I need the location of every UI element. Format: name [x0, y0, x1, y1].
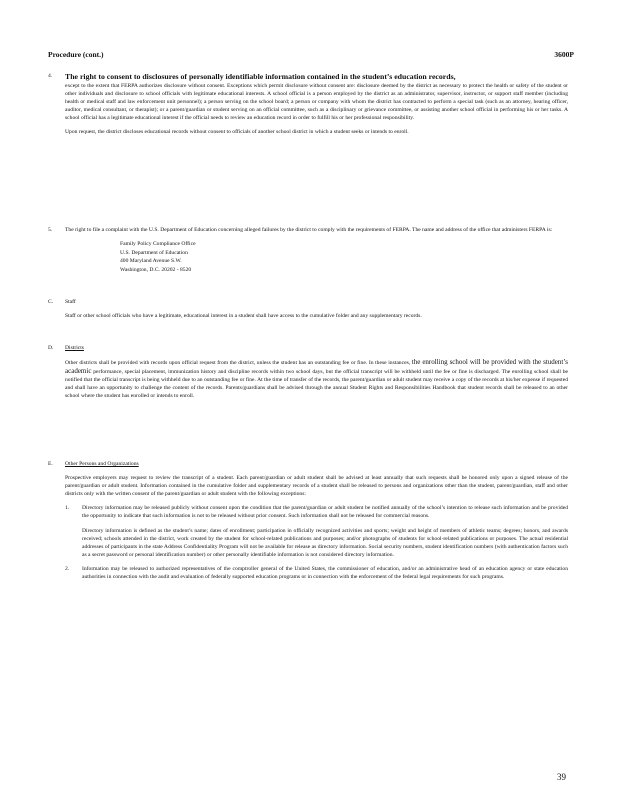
paragraph: except to the extent that FERPA authorizes disclosure without consent. Exceptions which permit disclosure without consent are: disclosure deemed by the district as necessary to protect the health or safety of the student or other individuals and disclosure to school officials with legitimate educational interests. A school official is a person employed by the district as an administrator, supervisor, instructor, or support staff member (including health or medical staff and law enforcement unit personnel); a person serving on the school board; a person or company with whom the district has contracted to perform a special task (such as an attorney, hearing officer, auditor, medical consultant, or therapist); or a parent/guardian or student serving on an official committee, such as a disciplinary or grievance committee, or assisting another school official in performing his or her tasks. A school official has a legitimate educational interest if the official needs to review an education record in order to fulfill his or her professional responsibility. — [65, 83, 568, 122]
policy-code: 3600P — [554, 50, 574, 59]
section-title: Other Persons and Organizations — [65, 461, 139, 467]
address-line: Family Policy Compliance Office — [120, 241, 196, 248]
paragraph — [65, 358, 568, 400]
section-number: 4. — [48, 73, 53, 79]
section-letter: C. — [48, 299, 54, 305]
paragraph: Directory information is defined as the student’s name; dates of enrollment; participation in officially recognized activities and sports; weight and height of members of athletic teams; degrees; honors, and awards received; schools attended in the district, work created by the student for school-related publications and purposes; and/or photographs of students for school-related publications or purposes. The actual residential addresses of participants in the state Address Confidentiality Program will not be available for release as directory information. Social security numbers, student identification numbers (with authentication factors such as a secret password or personal identification number) or other personally identifiable information is not considered directory information. — [82, 527, 568, 558]
paragraph: Staff or other school officials who have a legitimate, educational interest in a student shall have access to the cumulative folder and any supplementary records. — [65, 313, 422, 320]
section-number: 5. — [48, 227, 53, 233]
section-e — [48, 460, 568, 581]
procedure-title: Procedure (cont.) — [48, 50, 104, 59]
section-letter: E. — [48, 461, 53, 467]
exception-item-2 — [65, 565, 568, 581]
paragraph: Directory information may be released publicly without consent upon the condition that the parent/guardian or adult student be notified annually of the school’s intention to release such information and be provided the opportunity to indicate that such information is not to be released without prior consent. Such information shall not be released for commercial reasons. — [82, 505, 568, 520]
exception-item-1 — [65, 504, 568, 559]
address-line: Washington, D.C. 20202 - 8520 — [120, 266, 192, 273]
page-number: 39 — [557, 772, 566, 782]
section-5 — [48, 226, 568, 274]
paragraph: The right to file a complaint with the U.S. Department of Education concerning alleged failures by the district to comply with the requirements of FERPA. The name and address of the office that administers FERPA is: — [65, 227, 553, 233]
section-4 — [48, 72, 568, 137]
paragraph: Prospective employers may request to review the transcript of a student. Each parent/guardian or adult student shall be advised at least annually that such requests shall be honored only upon a signed release of the parent/guardian or adult student. Information contained in the cumulative folder and supplementary records of a student shall be released to persons and organizations other than the student, parent/guardian, staff and other districts only with the written consent of the parent/guardian or adult student with the following exceptions: — [65, 475, 568, 498]
paragraph: Upon request, the district discloses educational records without consent to officials of another school district in which a student seeks or intends to enroll. — [65, 129, 409, 136]
section-c — [48, 298, 568, 320]
item-number: 2. — [65, 565, 70, 572]
section-title: Districts — [65, 345, 84, 351]
item-number: 1. — [65, 505, 70, 512]
section-d — [48, 344, 568, 401]
section-letter: D. — [48, 345, 54, 351]
address-line: 400 Maryland Avenue S.W. — [120, 258, 182, 265]
section-title: Staff — [65, 299, 76, 305]
page-header — [48, 50, 574, 62]
paragraph: Information may be released to authorized representatives of the comptroller general of the United States, the commissioner of education, and/or an administrative head of an education agency or state education authorities in connection with the audit and evaluation of federally supported education programs or in connection with the enforcement of the federal legal requirements for such programs. — [82, 565, 568, 581]
paragraph-emphasis: the enrolling school will be provided with the student’s academic — [65, 358, 568, 376]
section-heading: The right to consent to disclosures of personally identifiable information contained in the student’s education records, — [65, 72, 456, 81]
paragraph-part: performance, special placement, immunization history and discipline records within two school days, but the official transcript will be withheld until the fee or fine is discharged. The enrolling school shall be notified that the official transcript is being withheld due to an outstanding fee or fine. At the time of transfer of the records, the parent/guardian or adult student may receive a copy of the records at his/her expense if requested and shall have an opportunity to challenge the content of the records. Parents/guardians shall be advised through the annual Student Rights and Responsibilities Handbook that student records shall be released to an other school where the student has enrolled or intends to enroll. — [65, 369, 568, 400]
office-address — [120, 240, 568, 274]
paragraph-part: Other districts shall be provided with records upon official request from the district, unless the student has an outstanding fee or fine. In these instances, — [65, 360, 411, 367]
address-line: U.S. Department of Education — [120, 249, 188, 256]
